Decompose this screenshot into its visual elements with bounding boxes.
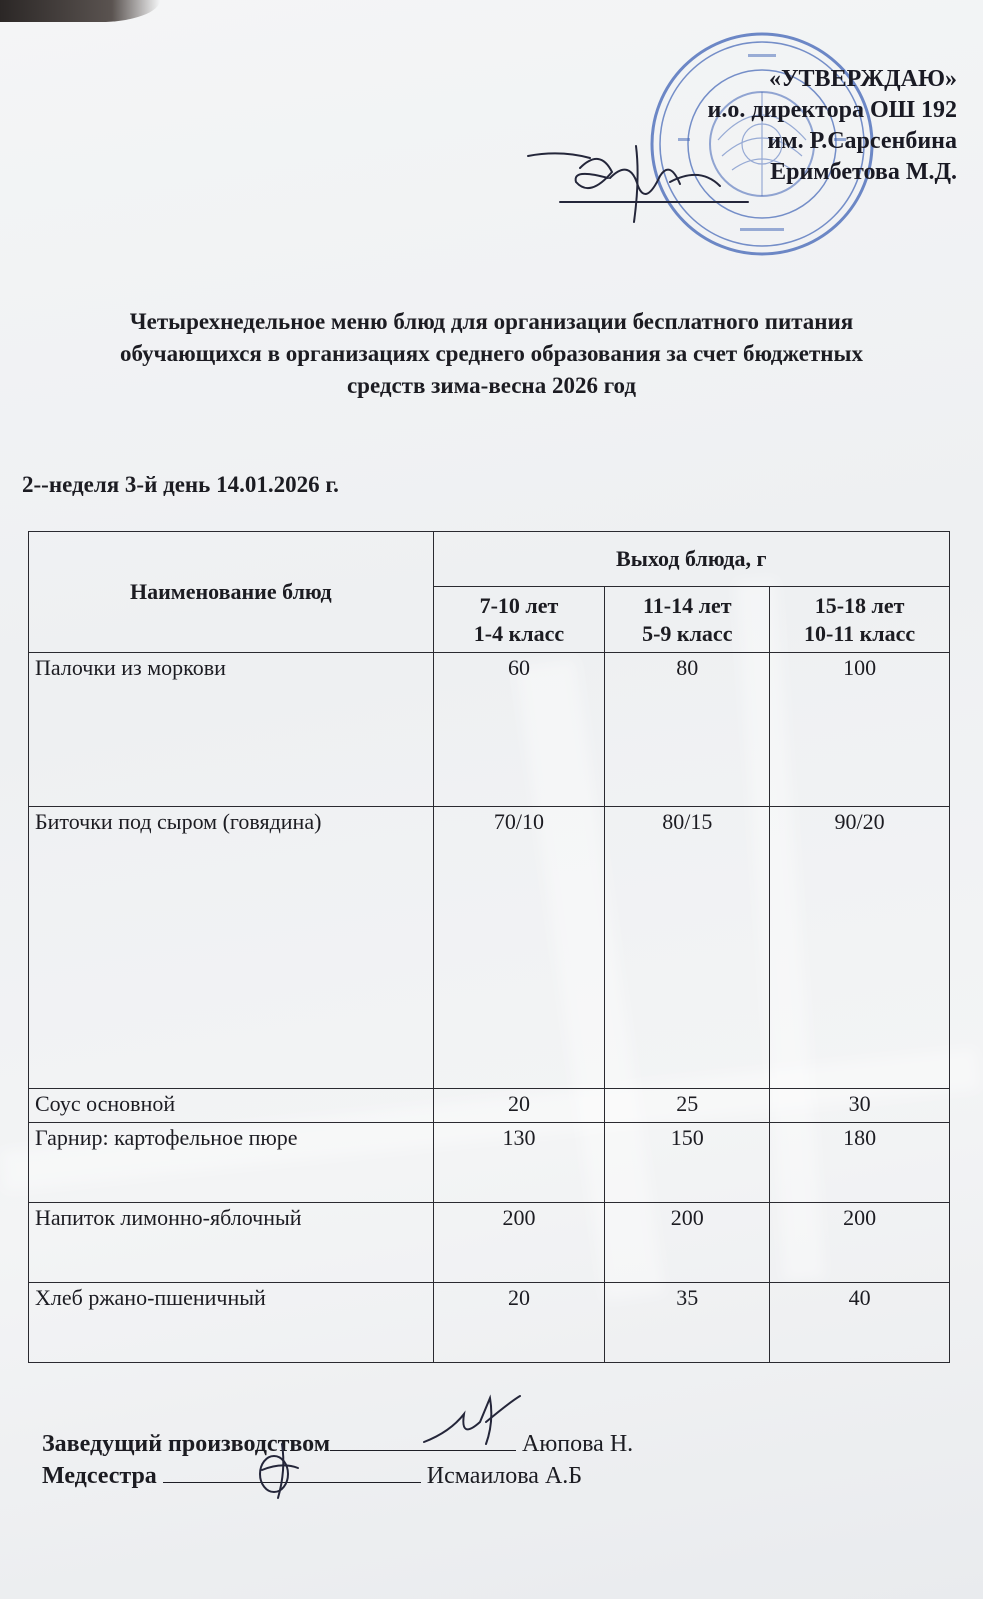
yield-value: 40	[770, 1283, 950, 1363]
table-row	[29, 653, 950, 807]
yield-value: 150	[605, 1123, 770, 1203]
table-row	[29, 1089, 950, 1123]
title-line-1: Четырехнедельное меню блюд для организации бесплатного питания	[129, 309, 854, 334]
yield-value: 25	[605, 1089, 770, 1123]
director-signature	[520, 138, 750, 228]
nurse-signature-line	[42, 1460, 633, 1492]
table-row	[29, 1203, 950, 1283]
menu-table	[28, 531, 950, 1363]
yield-value: 80/15	[605, 807, 770, 1089]
grade-range: 5-9 класс	[642, 620, 733, 646]
nurse-title: Медсестра	[42, 1463, 157, 1489]
yield-value: 80	[605, 653, 770, 807]
grade-range: 1-4 класс	[473, 620, 565, 646]
yield-value: 130	[433, 1123, 605, 1203]
dish-name-header: Наименование блюд	[29, 532, 434, 653]
yield-value: 60	[433, 653, 605, 807]
yield-value: 70/10	[433, 807, 605, 1089]
yield-value: 180	[770, 1123, 950, 1203]
age-range: 15-18 лет	[814, 592, 905, 618]
yield-header: Выход блюда, г	[433, 532, 949, 587]
chef-name: Аюпова Н.	[522, 1431, 634, 1457]
dish-name: Биточки под сыром (говядина)	[29, 807, 434, 1089]
yield-value: 200	[433, 1203, 605, 1283]
chef-signature-line	[42, 1428, 633, 1460]
grade-range: 10-11 класс	[804, 620, 916, 646]
yield-value: 30	[770, 1089, 950, 1123]
table-row	[29, 1283, 950, 1363]
age-group-header	[605, 587, 770, 653]
nurse-name: Исмаилова А.Б	[426, 1463, 583, 1489]
yield-value: 90/20	[770, 807, 950, 1089]
age-range: 11-14 лет	[643, 592, 732, 618]
dish-name: Напиток лимонно-яблочный	[29, 1203, 434, 1283]
age-range: 7-10 лет	[479, 592, 559, 618]
yield-value: 100	[770, 653, 950, 807]
header-row	[29, 532, 950, 587]
yield-value: 20	[433, 1283, 605, 1363]
signatures-block	[42, 1428, 633, 1492]
menu-title	[20, 306, 963, 402]
approval-director-name: Еримбетова М.Д.	[770, 159, 957, 185]
chef-title: Заведущий производством	[42, 1431, 331, 1457]
approval-heading: «УТВЕРЖДАЮ»	[768, 66, 957, 92]
approval-school: им. Р.Сарсенбина	[767, 128, 957, 154]
nurse-signature	[252, 1440, 312, 1500]
approval-position: и.о. директора ОШ 192	[707, 97, 957, 123]
dish-name: Хлеб ржано-пшеничный	[29, 1283, 434, 1363]
dish-name: Палочки из моркови	[29, 653, 434, 807]
title-line-3: средств зима-весна 2026 год	[346, 373, 637, 398]
yield-value: 200	[770, 1203, 950, 1283]
week-day-label: 2--неделя 3-й день 14.01.2026 г.	[22, 472, 339, 497]
dish-name: Соус основной	[29, 1089, 434, 1123]
chef-signature	[420, 1392, 530, 1452]
table-row	[29, 1123, 950, 1203]
table-row	[29, 807, 950, 1089]
dish-name: Гарнир: картофельное пюре	[29, 1123, 434, 1203]
age-group-header	[770, 587, 950, 653]
yield-value: 200	[605, 1203, 770, 1283]
age-group-header	[433, 587, 605, 653]
title-line-2: обучающихся в организациях среднего образования за счет бюджетных	[120, 341, 863, 366]
background-corner	[0, 0, 160, 22]
yield-value: 35	[605, 1283, 770, 1363]
yield-value: 20	[433, 1089, 605, 1123]
